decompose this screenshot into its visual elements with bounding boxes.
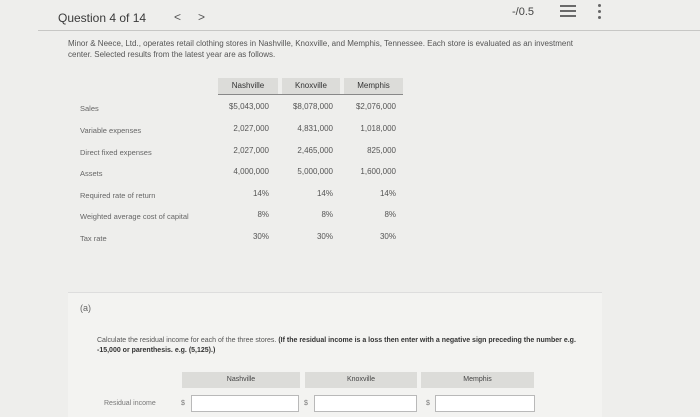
cell-assets-knoxville: 5,000,000: [297, 167, 333, 176]
cell-fixed-knoxville: 2,465,000: [297, 146, 333, 155]
cell-wacc-memphis: 8%: [384, 210, 396, 219]
cell-assets-nashville: 4,000,000: [233, 167, 269, 176]
next-question-icon[interactable]: >: [198, 10, 206, 24]
currency-symbol-nashville: $: [181, 400, 185, 407]
cell-tax-nashville: 30%: [252, 232, 269, 241]
question-title: Question 4 of 14: [58, 11, 147, 25]
row-label-required-rate: Required rate of return: [80, 191, 156, 200]
col-header-knoxville: Knoxville: [282, 78, 340, 94]
row-label-variable-expenses: Variable expenses: [80, 126, 142, 135]
residual-income-memphis-input[interactable]: [435, 395, 535, 412]
question-header: [0, 0, 700, 30]
answer-col-nashville: Nashville: [182, 372, 300, 388]
instruction-note: (If the residual income is a loss then enter with a negative sign preceding the number e.g. -15,000 or parenthesis. e.g. (5,125).): [97, 337, 576, 354]
cell-fixed-memphis: 825,000: [367, 146, 396, 155]
cell-assets-memphis: 1,600,000: [360, 167, 396, 176]
prev-question-icon[interactable]: <: [174, 10, 182, 24]
cell-var-nashville: 2,027,000: [233, 124, 269, 133]
currency-symbol-memphis: $: [426, 400, 430, 407]
cell-wacc-knoxville: 8%: [321, 210, 333, 219]
part-label: (a): [80, 303, 91, 313]
cell-rrr-knoxville: 14%: [316, 189, 333, 198]
currency-symbol-knoxville: $: [304, 400, 308, 407]
answer-col-memphis: Memphis: [421, 372, 534, 388]
cell-sales-knoxville: $8,078,000: [292, 102, 333, 111]
question-intro: Minor & Neece, Ltd., operates retail clothing stores in Nashville, Knoxville, and Memphis, Tennessee. Each store is evaluated as an investment center. Selected results from the latest year are as follows.: [68, 39, 574, 59]
question-list-icon[interactable]: [560, 5, 576, 17]
row-label-direct-fixed-expenses: Direct fixed expenses: [80, 148, 152, 157]
cell-rrr-memphis: 14%: [379, 189, 396, 198]
answer-col-knoxville: Knoxville: [305, 372, 417, 388]
col-header-nashville: Nashville: [218, 78, 278, 94]
cell-tax-memphis: 30%: [379, 232, 396, 241]
part-instructions: [97, 336, 592, 356]
row-label-wacc: Weighted average cost of capital: [80, 212, 189, 221]
cell-sales-memphis: $2,076,000: [355, 102, 396, 111]
cell-rrr-nashville: 14%: [252, 189, 269, 198]
row-label-sales: Sales: [80, 104, 99, 113]
row-label-tax-rate: Tax rate: [80, 234, 107, 243]
cell-var-knoxville: 4,831,000: [297, 124, 333, 133]
more-options-icon[interactable]: [596, 4, 602, 19]
header-divider: [38, 30, 700, 31]
residual-income-nashville-input[interactable]: [191, 395, 299, 412]
instruction-text: Calculate the residual income for each of the three stores.: [97, 337, 277, 344]
cell-tax-knoxville: 30%: [316, 232, 333, 241]
cell-wacc-nashville: 8%: [257, 210, 269, 219]
score-display: -/0.5: [512, 6, 535, 18]
row-label-assets: Assets: [80, 169, 103, 178]
cell-var-memphis: 1,018,000: [360, 124, 396, 133]
cell-fixed-nashville: 2,027,000: [233, 146, 269, 155]
header-underline: [218, 94, 403, 95]
cell-sales-nashville: $5,043,000: [228, 102, 269, 111]
col-header-memphis: Memphis: [344, 78, 403, 94]
residual-income-knoxville-input[interactable]: [314, 395, 417, 412]
residual-income-label: Residual income: [104, 400, 156, 407]
